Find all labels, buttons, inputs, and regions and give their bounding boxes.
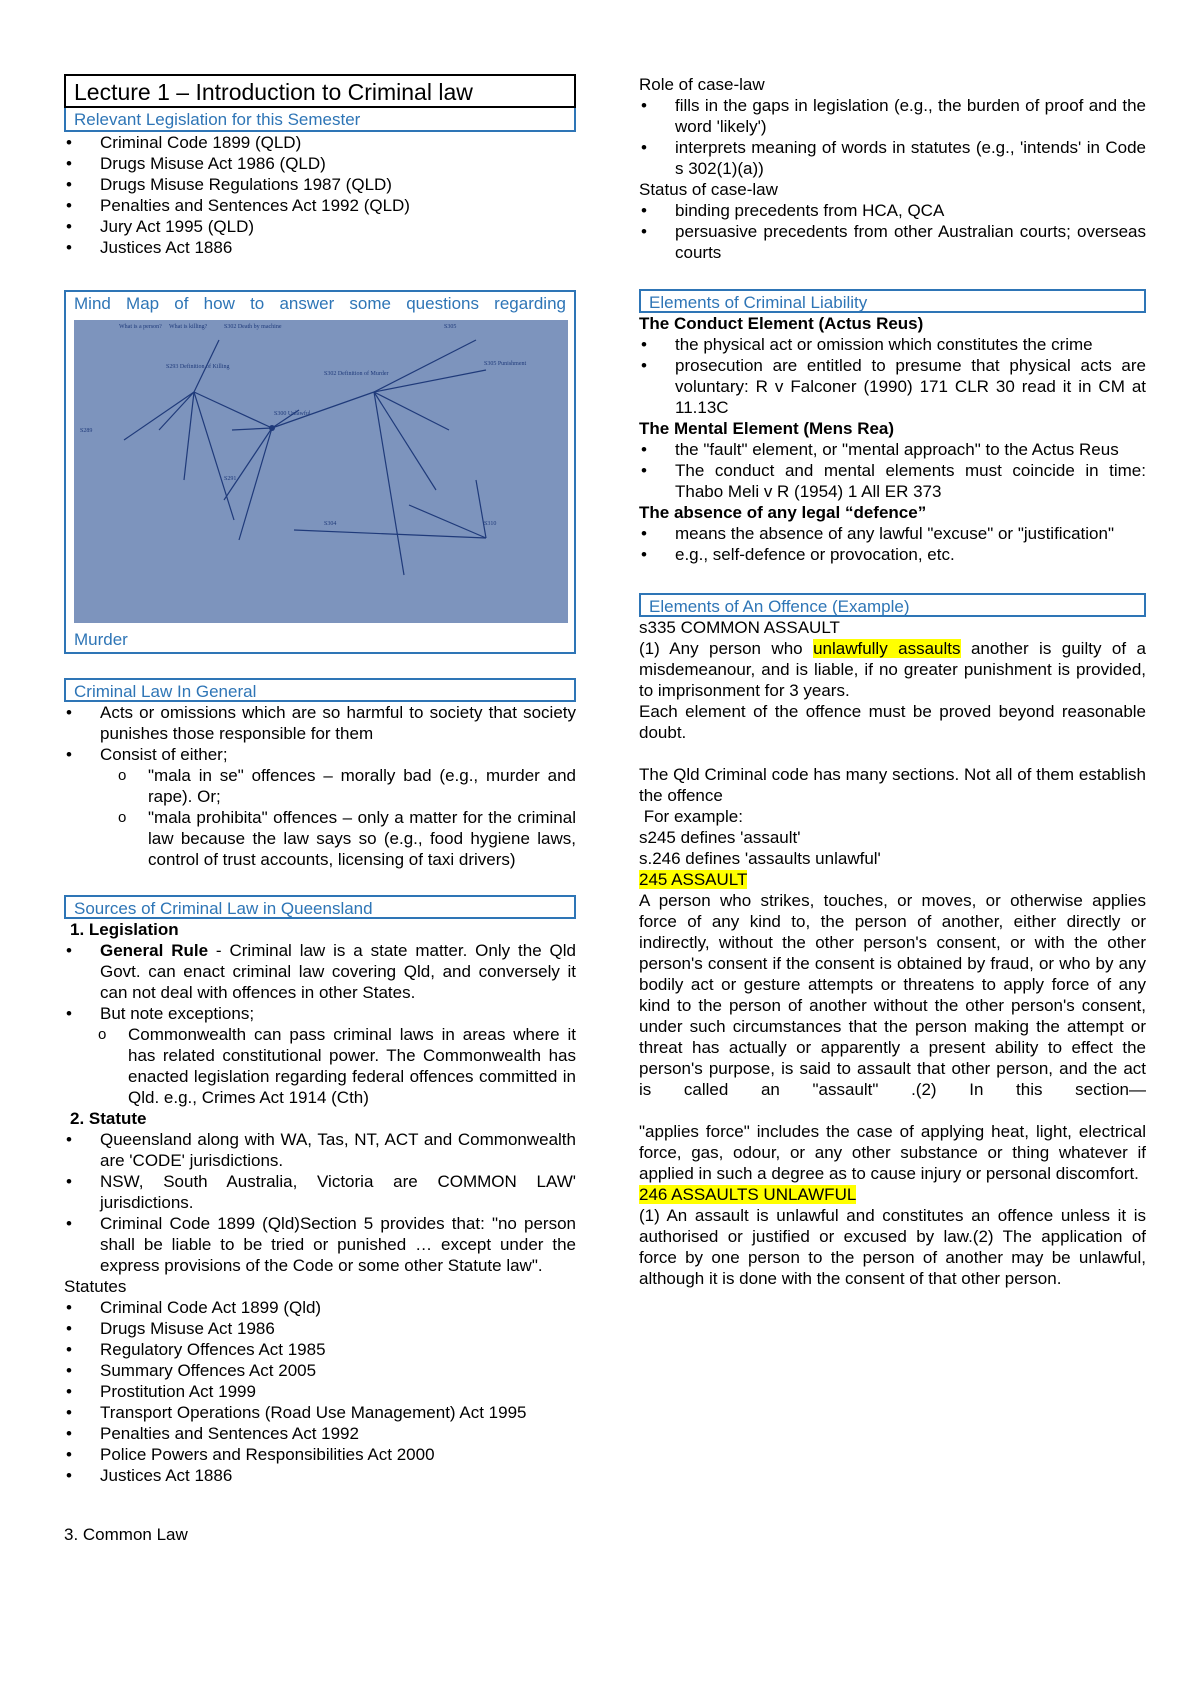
list-item: • Criminal Code Act 1899 (Qld) — [64, 1297, 576, 1318]
mindmap-node: S291 — [224, 476, 237, 482]
mindmap-node: S304 — [324, 521, 337, 527]
defence-list — [639, 523, 1146, 565]
statutes-label: Statutes — [64, 1277, 127, 1296]
s245-def: s245 defines 'assault' — [639, 828, 801, 847]
list-item: • Prostitution Act 1999 — [64, 1381, 576, 1402]
s245-text: A person who strikes, touches, or moves, or otherwise applies force of any kind to, the person of another, either directly or indirectly, without the other person's consent, or with the other person's consent if the consent is obtained by fraud, or who by any bodily act or gesture attempts or threatens to apply force of any kind to the person of another without the other person's consent, under such circumstances that the person making the attempt or threat has actually or apparently a present ability to effect the person's purpose, is said to assault that other person, and the act is called an "assault" .(2) In this section— — [639, 891, 1146, 1099]
general-list — [64, 702, 576, 765]
legislation-subheading: 1. Legislation — [70, 920, 179, 939]
page-title: Lecture 1 – Introduction to Criminal law — [64, 74, 576, 108]
mindmap-node: What is a person? — [119, 324, 162, 330]
list-item: • Acts or omissions which are so harmful to society that society punishes those responsible for them — [64, 702, 576, 744]
list-item: • fills in the gaps in legislation (e.g., the burden of proof and the word 'likely') — [639, 95, 1146, 137]
statute-list — [64, 1129, 576, 1276]
list-item: • Regulatory Offences Act 1985 — [64, 1339, 576, 1360]
right-column — [639, 0, 1146, 1289]
general-sublist — [64, 765, 576, 870]
list-item: o "mala prohibita" offences – only a matter for the criminal law because the law says so (e.g., food hygiene laws, control of trust accounts, licensing of taxi drivers) — [112, 807, 576, 870]
list-item: • Drugs Misuse Act 1986 — [64, 1318, 576, 1339]
list-item: • Queensland along with WA, Tas, NT, ACT and Commonwealth are 'CODE' jurisdictions. — [64, 1129, 576, 1171]
common-law-heading: 3. Common Law — [64, 1525, 188, 1544]
left-column — [64, 0, 576, 1545]
list-item: • the "fault" element, or "mental approach" to the Actus Reus — [639, 439, 1146, 460]
mindmap-node: S310 — [484, 521, 497, 527]
mental-list — [639, 439, 1146, 502]
applies-force-text: "applies force" includes the case of applying heat, light, electrical force, gas, odour, or any other substance or thing whatever if applied in such a degree as to cause injury or personal discomfort. — [639, 1122, 1146, 1183]
elements-heading: Elements of Criminal Liability — [639, 289, 1146, 313]
list-item: • Drugs Misuse Act 1986 (QLD) — [64, 153, 576, 174]
s246-title: 246 ASSAULTS UNLAWFUL — [639, 1185, 857, 1204]
general-rule-text: - Criminal law is a state matter. Only the Qld Govt. can enact criminal law covering Qld, and conversely it can not deal with offences in other States. — [100, 941, 576, 1002]
list-item: • But note exceptions; — [64, 1003, 576, 1024]
s335-highlight: unlawfully assaults — [813, 639, 961, 658]
general-heading: Criminal Law In General — [64, 678, 576, 702]
mindmap-node: S293 Definition of Killing — [166, 364, 230, 370]
mindmap-diagram — [74, 320, 568, 623]
s335-text — [639, 638, 1146, 701]
role-label: Role of case-law — [639, 75, 765, 94]
for-example-text: For example: — [639, 807, 743, 826]
statutes-list — [64, 1297, 576, 1486]
role-list — [639, 95, 1146, 179]
list-item: • persuasive precedents from other Australian courts; overseas courts — [639, 221, 1146, 263]
list-item: • NSW, South Australia, Victoria are COMMON LAW' jurisdictions. — [64, 1171, 576, 1213]
mindmap-node: S289 — [80, 428, 93, 434]
list-item: • binding precedents from HCA, QCA — [639, 200, 1146, 221]
list-item: • Penalties and Sentences Act 1992 (QLD) — [64, 195, 576, 216]
qld-code-text: The Qld Criminal code has many sections. Not all of them establish the offence — [639, 765, 1146, 805]
exceptions-sublist — [64, 1024, 576, 1108]
each-element-text: Each element of the offence must be proved beyond reasonable doubt. — [639, 702, 1146, 742]
list-item: • Penalties and Sentences Act 1992 — [64, 1423, 576, 1444]
mental-label: The Mental Element (Mens Rea) — [639, 419, 895, 438]
mindmap-node: What is killing? — [169, 324, 208, 330]
status-label: Status of case-law — [639, 180, 778, 199]
mindmap-node: S302 Definition of Murder — [324, 371, 389, 377]
list-item: • the physical act or omission which constitutes the crime — [639, 334, 1146, 355]
list-item: • Criminal Code 1899 (Qld)Section 5 provides that: "no person shall be liable to be tried or punished … except under the express provisions of the Code or some other Statute law". — [64, 1213, 576, 1276]
list-item: o "mala in se" offences – morally bad (e.g., murder and rape). Or; — [112, 765, 576, 807]
defence-label: The absence of any legal “defence” — [639, 503, 927, 522]
mindmap-section — [64, 290, 576, 654]
legislation-heading: Relevant Legislation for this Semester — [64, 108, 576, 132]
list-item: • The conduct and mental elements must coincide in time: Thabo Meli v R (1954) 1 All ER 373 — [639, 460, 1146, 502]
mindmap-node: S305 — [444, 324, 457, 330]
legislation-rules-list — [64, 940, 576, 1024]
list-item: • prosecution are entitled to presume that physical acts are voluntary: R v Falconer (1990) 171 CLR 30 read it in CM at 11.13C — [639, 355, 1146, 418]
s246-text: (1) An assault is unlawful and constitutes an offence unless it is authorised or justified or excused by law.(2) The application of force by one person to the person of another may be unlawful, although it is done with the consent of that other person. — [639, 1206, 1146, 1288]
list-item: • Consist of either; — [64, 744, 576, 765]
general-rule-label: General Rule — [100, 941, 209, 960]
sources-heading: Sources of Criminal Law in Queensland — [64, 895, 576, 919]
list-item: • Police Powers and Responsibilities Act 2000 — [64, 1444, 576, 1465]
mindmap-heading: Mind Map of how to answer some questions regarding — [74, 294, 566, 313]
status-list — [639, 200, 1146, 263]
list-item: • Justices Act 1886 — [64, 1465, 576, 1486]
s245-title: 245 ASSAULT — [639, 870, 748, 889]
s335-post: another is guilty of a misdemeanour, and is liable, if no greater punishment is provided, to imprisonment for 3 years. — [639, 639, 1146, 700]
legislation-list — [64, 132, 576, 258]
list-item: • interprets meaning of words in statutes (e.g., 'intends' in Code s 302(1)(a)) — [639, 137, 1146, 179]
conduct-label: The Conduct Element (Actus Reus) — [639, 314, 924, 333]
list-item — [64, 940, 576, 1003]
list-item: • Justices Act 1886 — [64, 237, 576, 258]
mindmap-node: S305 Punishment — [484, 361, 527, 367]
s246-def: s.246 defines 'assaults unlawful' — [639, 849, 881, 868]
s335-pre: (1) Any person who — [639, 639, 814, 658]
list-item: • means the absence of any lawful "excuse" or "justification" — [639, 523, 1146, 544]
s335-title: s335 COMMON ASSAULT — [639, 618, 840, 637]
list-item: o Commonwealth can pass criminal laws in areas where it has related constitutional power. The Commonwealth has enacted legislation regarding federal offences committed in Qld. e.g., Crimes Act 1914 (Cth) — [92, 1024, 576, 1108]
mindmap-node: S300 Unlawful — [274, 411, 311, 417]
list-item: • Jury Act 1995 (QLD) — [64, 216, 576, 237]
mindmap-node: S302 Death by machine — [224, 324, 282, 330]
list-item: • e.g., self-defence or provocation, etc. — [639, 544, 1146, 565]
conduct-list — [639, 334, 1146, 418]
list-item: • Criminal Code 1899 (QLD) — [64, 132, 576, 153]
list-item: • Drugs Misuse Regulations 1987 (QLD) — [64, 174, 576, 195]
list-item: • Summary Offences Act 2005 — [64, 1360, 576, 1381]
offence-heading: Elements of An Offence (Example) — [639, 593, 1146, 617]
statute-subheading: 2. Statute — [70, 1109, 147, 1128]
list-item: • Transport Operations (Road Use Management) Act 1995 — [64, 1402, 576, 1423]
mindmap-footer: Murder — [74, 630, 128, 649]
